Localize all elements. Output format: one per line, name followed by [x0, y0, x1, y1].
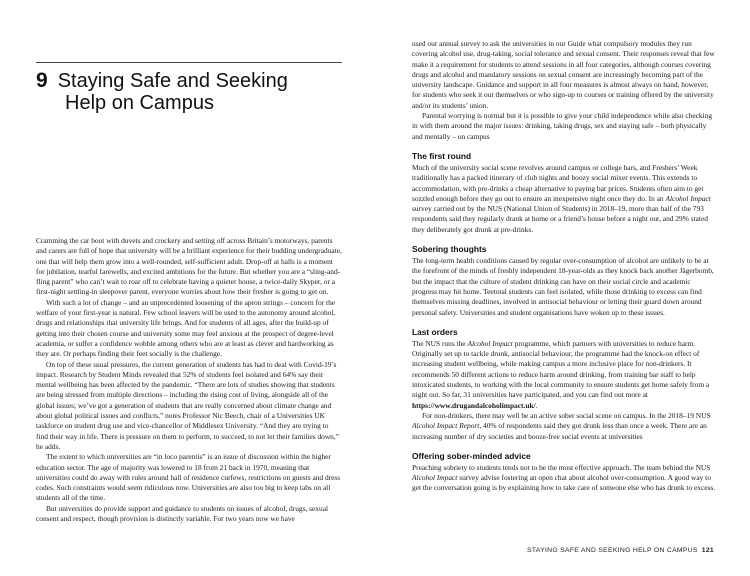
body-paragraph: used our annual survey to ask the universities in our Guide what compulsory modules they run covering alcohol use, drug-taking, social tolerance and sexual consent. Their responses reveal that few make it a requirement for students to attend sessions in all four categories, although courses covering drugs and alcohol and mandatory sessions on sexual consent are increasingly becoming part of the university landscape. Guidance and support in all four measures is almost always on hand, however, for students who seek it out themselves or who sign-up to courses or training offered by the university and/or its students’ union. [412, 39, 715, 110]
body-paragraph: But universities do provide support and guidance to students on issues of alcohol, drugs, sexual consent and respect, though provision is distinctly variable. For two years now we have [36, 503, 329, 524]
section-text: For non-drinkers, there may well be an active sober social scene on campus. In the 2018–19 NUS Alcohol Impact Report, 40% of respondents said they got drunk less than once a week. There are an increasing number of dry societies and booze-free social events at universities [412, 410, 711, 441]
page-number: 121 [701, 547, 714, 554]
italic-title: Alcohol Impact [665, 193, 711, 203]
section-heading-sober-advice: Offering sober-minded advice [412, 450, 531, 461]
section-heading-sobering-thoughts: Sobering thoughts [412, 244, 487, 255]
running-head: STAYING SAFE AND SEEKING HELP ON CAMPUS [527, 547, 698, 554]
section-text: The NUS runs the Alcohol Impact programme, which partners with universities to reduce harm. Originally set up to tackle drunk, antisocial behaviour, the programme had the knock-on effect of increasing student wellbeing, while making campus a more inclusive place for non-drinkers. It recommends 50 different actions to reduce harm around drinking, from training bar staff to help intoxicated students, to working with the local community to ensure students get home safely from a night out. So far, 31 universities have participated, and you can find out more at https://www.drugandalcoholimpact.uk/. [412, 338, 710, 410]
section-heading-last-orders: Last orders [412, 326, 458, 337]
body-paragraph: The extent to which universities are “in loco parentis” is an issue of discussion within the higher education sector. The age of majority was lowered to 18 from 21 back in 1970, meaning that universities could do away with rules around hall of residence curfews, restrictions on guests and dress codes. Such constraints would seem ridiculous now. Universities are also too big to keep tabs on all students all of the time. [36, 452, 341, 503]
page-footer [527, 547, 714, 554]
chapter-rule [36, 62, 342, 63]
chapter-number: 9 [36, 69, 48, 92]
body-paragraph: Parental worrying is normal but it is possible to give your child independence while also checking in with them around the major issues: drinking, taking drugs, sex and staying safe – both physically and mentally – on campus [412, 111, 713, 141]
section-text: Much of the university social scene revolves around campus or college bars, and Freshers’ Week traditionally has a packed itinerary of club nights and boozy social mixer events. This extends to accommodation, with pre-drinks a cheap alternative to paying bar prices. Students often aim to get sozzled enough before they go out to ensure an inexpensive night once they do. In an Alcohol Impact survey carried out by the NUS (National Union of Students) in 2018–19, more than half of the 793 respondents said they regularly drank at home or a friend’s house before a night out, and 29% stated they deliberately got drunk at pre-drinks. [412, 162, 711, 234]
italic-title: Alcohol Impact [412, 473, 458, 483]
section-text: The long-term health conditions caused by regular over-consumption of alcohol are unlikely to be at the forefront of the minds of freshly independent 18-year-olds as they knock back another Jägerbomb, but the impact that the culture of student drinking can have on their social circle and academic progress may hit home. Teetotal students can feel isolated, while those drinking to excess can find themselves missing deadlines, involved in antisocial behaviour or letting their guard down around personal safety. Universities and student organisations have woken up to these issues. [412, 256, 714, 317]
right-column [412, 39, 716, 494]
section-text: Preaching sobriety to students tends not to be the most effective approach. The team behind the NUS Alcohol Impact survey advise fostering an open chat about alcohol over-consumption. A good way to get the conversation going is by explaining how to take care of someone else who has drunk to excess. [412, 462, 716, 493]
italic-title: Alcohol Impact Report [412, 421, 480, 431]
italic-title: Alcohol Impact [467, 338, 513, 348]
chapter-heading [36, 70, 342, 114]
chapter-title-line-2: Help on Campus [65, 92, 214, 114]
impact-url-link[interactable]: https://www.drugandalcoholimpact.uk/ [412, 400, 536, 410]
left-column [36, 236, 342, 524]
body-paragraph: On top of these usual pressures, the current generation of students has had to deal with Covid-19’s impact. Research by Student Minds revealed that 52% of students feel isolated and 64% say their mental wellbeing has been affected by the pandemic. “There are lots of studies showing that students are being stressed from multiple directions – including the rising cost of living, alongside all of the global issues; we’ve got a generation of students that are really concerned about climate change and about global political issues and conflicts,” notes Professor Nic Beech, chair of a Universities UK taskforce on student drug use and vice-chancellor of Middlesex University. “And they are trying to find their way in life. There is pressure on them to perform, to succeed, to not let their families down,” he adds. [36, 359, 339, 451]
body-paragraph: With such a lot of change – and an unprecedented loosening of the apron strings – concern for the welfare of your first-year is natural. Few school leavers will be used to the autonomy around alcohol, drugs and relationships that university life brings. And for students of all ages, after the build-up of getting into their chosen course and university some may feel anxious at the prospect of degree-level academia, or suffer a confidence wobble among others who are at least as clever and hardworking as they are. Or perhaps finding their feet socially is the challenge. [36, 297, 336, 359]
chapter-title-line-1: Staying Safe and Seeking [57, 70, 288, 92]
body-paragraph: Cramming the car boot with duvets and crockery and setting off across Britain’s motorways, parents and carers are full of hope that university will be a brilliant experience for their budding undergraduate, one that will help them grow into a well-rounded, self-sufficient adult. Drop-off at halls is a moment for jubilation, tearful farewells, and excited ambitions for the future. But whether you are a “sling-and-fling parent” who can’t wait to roar off to celebrate having a quieter house, a twice-daily Skyper, or a first-night settling-in sleepover parent, everyone worries about how their fresher is going to get on. [36, 236, 342, 297]
section-heading-first-round: The first round [412, 150, 472, 161]
